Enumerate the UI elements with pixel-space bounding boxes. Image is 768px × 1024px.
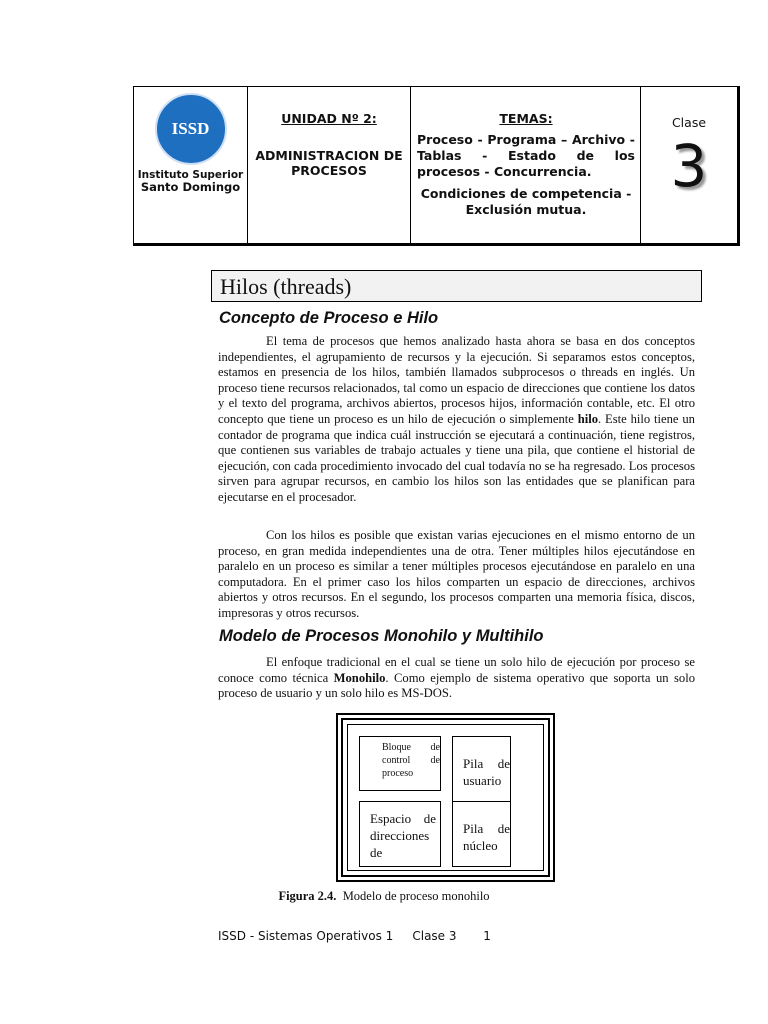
unit-cell xyxy=(248,87,411,243)
figure-monohilo xyxy=(336,713,555,882)
para3-text-a: El enfoque tradicional en el cual se tiene un solo hilo de ejecución por proceso se conoce como técnica xyxy=(218,655,695,685)
topics-label: TEMAS: xyxy=(499,111,553,126)
page-footer: ISSD - Sistemas Operativos 1 Clase 3 1 xyxy=(218,929,491,943)
heading-modelo: Modelo de Procesos Monohilo y Multihilo xyxy=(219,627,544,645)
paragraph-1 xyxy=(218,334,695,506)
para1-bold: hilo xyxy=(577,411,599,426)
paragraph-3 xyxy=(218,655,695,702)
box-bloque-control: Bloque de control de proceso xyxy=(359,736,441,791)
issd-logo xyxy=(155,93,227,165)
logo-cell xyxy=(134,87,248,243)
box-espacio-direcciones: Espacio de direcciones de xyxy=(359,801,441,867)
topics-text-2: Condiciones de competencia - Exclusión mutua. xyxy=(420,186,632,217)
para1-text-b: . Este hilo tiene un contador de programa que indica cuál instrucción se ejecutará a continuación, tiene registros, que contienen sus variables de trabajo actuales y tiene una pila, que contiene el historial de ejecución, con cada procedimiento invocado del cual todavía no se ha regresado. Los procesos sirven para agrupar recursos, en cambio los hilos son las entidades que se planifican para ejecutarse en el procesador. xyxy=(218,411,695,504)
figure-caption xyxy=(0,889,768,904)
class-number: 3 xyxy=(670,132,708,200)
topics-text: Proceso - Programa – Archivo - Tablas - Estado de los procesos - Concurrencia. xyxy=(417,132,635,179)
para1-text-a: El tema de procesos que hemos analizado hasta ahora se basa en dos conceptos independientes, el agrupamiento de recursos y la ejecución. Si separamos estos conceptos, estamos en presencia de los hilos, también llamados subprocesos o threads en inglés. Un proceso tiene recursos relacionados, tal como un espacio de direcciones que contiene los datos y el texto del programa, archivos abiertos, procesos hijos, información contable, etc. El otro concepto que tiene un proceso es un hilo de ejecución o simplemente xyxy=(218,334,695,426)
class-label: Clase xyxy=(671,115,707,130)
institute-line2: Santo Domingo xyxy=(140,180,241,194)
header-table xyxy=(133,86,740,246)
topics-cell xyxy=(411,87,641,243)
section-title: Hilos (threads) xyxy=(211,270,702,302)
institute-name xyxy=(138,169,243,194)
institute-line1: Instituto Superior xyxy=(137,169,244,181)
box-pila-usuario: Pila de usuario xyxy=(452,736,511,802)
para3-bold: Monohilo xyxy=(333,670,386,685)
paragraph-2: Con los hilos es posible que existan varias ejecuciones en el mismo entorno de un proceso, en gran medida independientes una de otra. Tener múltiples hilos ejecutándose en paralelo en un proceso es similar a tener múltiples procesos ejecutándose en paralelo en una computadora. En el primer caso los hilos comparten un espacio de direcciones, archivos abiertos y otros recursos. En el segundo, los procesos comparten una memoria física, discos, impresoras y otros recursos. xyxy=(218,528,695,620)
caption-text: Modelo de proceso monohilo xyxy=(342,889,490,903)
para3-text-b: . Como ejemplo de sistema operativo que soporta un solo proceso de usuario y un solo hilo es MS-DOS. xyxy=(218,670,695,701)
caption-label: Figura 2.4. xyxy=(278,889,337,903)
heading-concepto: Concepto de Proceso e Hilo xyxy=(219,309,439,327)
class-cell xyxy=(641,87,737,243)
unit-title: ADMINISTRACION DE PROCESOS xyxy=(255,148,403,178)
box-pila-nucleo: Pila de núcleo xyxy=(452,801,511,867)
logo-text: ISSD xyxy=(171,119,210,138)
unit-label: UNIDAD Nº 2: xyxy=(281,111,377,126)
